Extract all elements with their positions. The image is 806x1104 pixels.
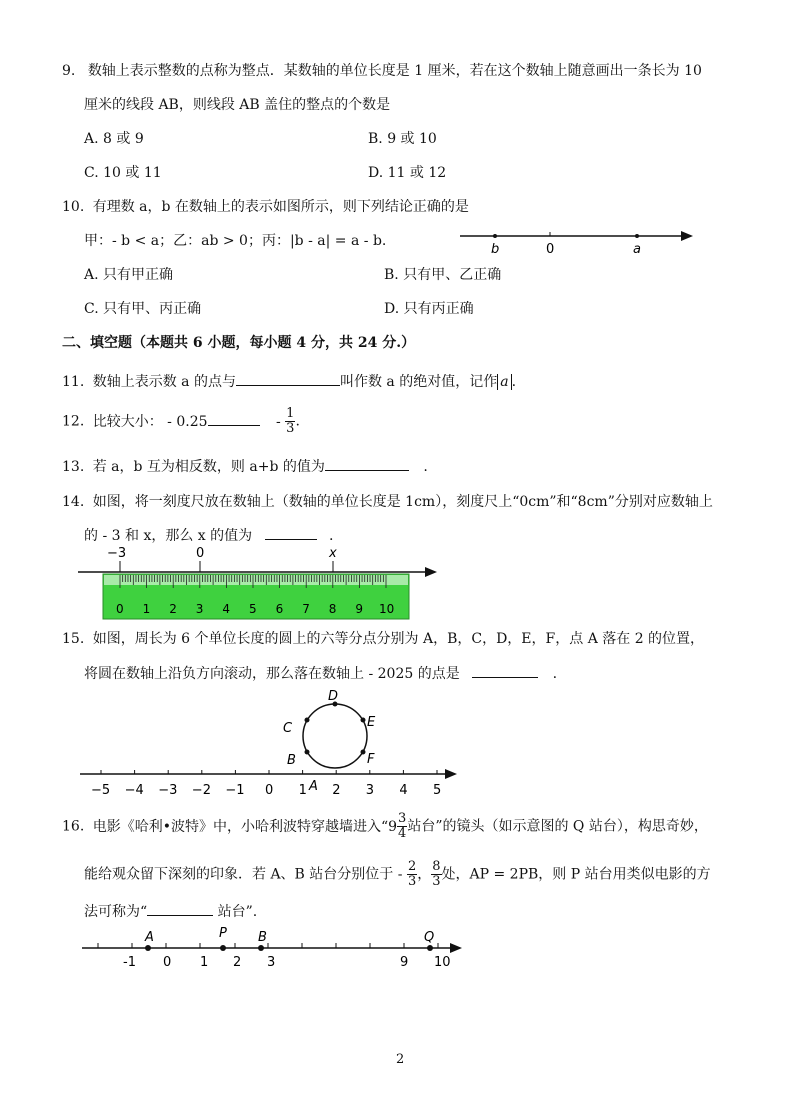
q12-frac-den: 3 [286, 421, 295, 436]
q10-text-2: 甲：- b < a；乙：ab > 0；丙：|b - a| = a - b. [84, 233, 387, 249]
q10-option-d: D. 只有丙正确 [384, 301, 474, 317]
q16-point-b: B [258, 930, 267, 945]
q16-f2-num: 8 [432, 859, 441, 874]
q11-number: 11. [62, 374, 85, 390]
ruler-label-7: 7 [302, 602, 310, 616]
q10-label-a: a [633, 242, 641, 257]
q10-option-c: C. 只有甲、丙正确 [84, 301, 202, 317]
q15-end: . [552, 666, 558, 682]
q9-text-2: 厘米的线段 AB，则线段 AB 盖住的整点的个数是 [84, 97, 391, 113]
q16-fraction-b [431, 860, 441, 889]
q9-option-c: C. 10 或 11 [84, 165, 162, 181]
q15-axis-label-neg3: −3 [158, 783, 178, 798]
ruler-label-0: 0 [116, 602, 124, 616]
page-number: 2 [396, 1052, 405, 1067]
q11 [62, 371, 516, 391]
q13-text: 若 a，b 互为相反数，则 a+b 的值为 [92, 459, 325, 475]
q14-line1 [62, 491, 713, 511]
q14-axis-label-neg3: −3 [107, 546, 127, 561]
q16-f1-num: 2 [407, 859, 417, 874]
ruler-label-8: 8 [328, 602, 337, 616]
q10-label-0: 0 [546, 242, 555, 257]
ruler-label-3: 3 [195, 602, 204, 616]
ruler-label-5: 5 [249, 602, 257, 616]
q15-axis-label-1: 1 [298, 783, 307, 798]
q16-axis-label-2: 2 [233, 955, 242, 970]
q15-number: 15. [62, 631, 85, 647]
q15-axis-label-neg4: −4 [124, 783, 144, 798]
q12 [62, 407, 300, 436]
q16-line3 [84, 901, 257, 921]
q11-abs: a [497, 374, 511, 390]
q10-line1 [62, 196, 469, 216]
ruler-label-4: 4 [222, 602, 231, 616]
q16-text-2a: 能给观众留下深刻的印象．若 A、B 站台分别位于 - [84, 866, 403, 883]
q15-line1 [62, 628, 704, 648]
q9-option-d: D. 11 或 12 [368, 165, 447, 181]
q15-point-d: D [328, 689, 339, 704]
q13-end: . [423, 459, 428, 475]
ruler-label-9: 9 [355, 602, 364, 616]
q16-text-1a: 电影《哈利•波特》中，小哈利波特穿越墙进入“9 [92, 818, 398, 835]
q15-point-e: E [367, 715, 376, 730]
q15-line2 [84, 663, 557, 683]
q15-circle-figure [75, 686, 465, 800]
q11-end: . [511, 374, 517, 390]
q14-ruler-figure [75, 545, 445, 623]
q14-number: 14. [62, 494, 85, 510]
q16-axis-label-9: 9 [400, 955, 409, 970]
q15-point-a: A [309, 779, 318, 794]
ruler-label-10: 10 [379, 602, 395, 616]
q9-number: 9. [62, 63, 76, 79]
q16-text-1b: 站台”的镜头（如示意图的 Q 站台），构思奇妙， [407, 818, 708, 835]
q15-axis-label-3: 3 [365, 783, 375, 798]
q11-text-before: 数轴上表示数 a 的点与 [92, 374, 236, 390]
q14-axis-label-x: x [329, 546, 337, 561]
q12-minus: - [275, 413, 281, 430]
q15-point-b: B [287, 753, 296, 768]
q15-axis-label-neg2: −2 [191, 783, 211, 798]
q14-axis-label-0: 0 [196, 546, 205, 561]
q13 [62, 456, 428, 476]
q16-f1-den: 3 [407, 874, 417, 889]
q10-number: 10. [62, 199, 85, 215]
q9-text-1: 数轴上表示整数的点称为整点．某数轴的单位长度是 1 厘米，若在这个数轴上随意画出一条长为 10 [87, 63, 702, 79]
q16-number-line [78, 926, 470, 974]
q14-answer-blank[interactable] [265, 525, 317, 540]
q11-answer-blank[interactable] [236, 371, 340, 386]
q16-text-2c: 处，AP = 2PB，则 P 站台用类似电影的方 [441, 866, 711, 883]
q9-option-b: B. 9 或 10 [368, 131, 437, 147]
q15-axis-label-neg1: −1 [225, 783, 245, 798]
q16-fraction-a [407, 860, 417, 889]
q10-text-1: 有理数 a，b 在数轴上的表示如图所示，则下列结论正确的是 [92, 199, 469, 215]
q16-line2 [84, 860, 711, 889]
q16-mixed-fraction [397, 812, 407, 841]
q10-label-b: b [491, 242, 500, 257]
q16-axis-label-1: 1 [200, 955, 209, 970]
q9-option-a: A. 8 或 9 [84, 131, 144, 147]
q15-text-2: 将圆在数轴上沿负方向滚动，那么落在数轴上 - 2025 的点是 [84, 666, 460, 682]
ruler-label-6: 6 [275, 602, 284, 616]
q15-text-1: 如图，周长为 6 个单位长度的圆上的六等分点分别为 A，B，C，D，E，F，点 A 落在 2 的位置， [92, 631, 705, 647]
q16-point-a: A [145, 930, 154, 945]
q16-mixed-num: 3 [398, 811, 407, 826]
q13-answer-blank[interactable] [325, 456, 409, 471]
q15-axis-label-4: 4 [399, 783, 408, 798]
q10-number-line [455, 222, 700, 258]
q12-number: 12. [62, 413, 85, 430]
q16-point-q: Q [424, 930, 435, 945]
q13-number: 13. [62, 459, 85, 475]
q10-option-b: B. 只有甲、乙正确 [384, 267, 502, 283]
q16-axis-label-neg1: -1 [123, 955, 136, 970]
q16-axis-label-3: 3 [267, 955, 276, 970]
q16-axis-label-0: 0 [163, 955, 172, 970]
q12-frac-num: 1 [286, 406, 295, 421]
q15-axis-label-5: 5 [433, 783, 442, 798]
q14-text-2: 的 - 3 和 x，那么 x 的值为 [84, 528, 253, 544]
q14-line2 [84, 525, 334, 545]
q15-point-f: F [367, 752, 375, 767]
q15-axis-label-neg5: −5 [91, 783, 111, 798]
q16-point-p: P [219, 926, 227, 941]
q10-option-a: A. 只有甲正确 [84, 267, 174, 283]
q9-line1 [62, 60, 702, 80]
q16-number: 16. [62, 818, 85, 835]
section-title: 二、填空题（本题共 6 小题，每小题 4 分，共 24 分.） [62, 335, 416, 351]
q11-text-after: 叫作数 a 的绝对值，记作 [339, 374, 498, 390]
q16-answer-blank[interactable] [147, 901, 213, 916]
q15-axis-label-2: 2 [332, 783, 341, 798]
q16-mixed-den: 4 [398, 826, 407, 841]
q15-answer-blank[interactable] [472, 663, 538, 678]
ruler-label-2: 2 [169, 602, 177, 616]
q12-answer-blank[interactable] [208, 411, 260, 426]
q12-end: . [295, 413, 300, 430]
q16-text-2b: ， [417, 866, 432, 883]
q15-axis-labels [91, 783, 441, 798]
q16-axis-label-10: 10 [434, 955, 451, 970]
q16-f2-den: 3 [432, 874, 441, 889]
q15-point-c: C [283, 721, 293, 736]
q16-text-3a: 法可称为“ [84, 904, 148, 920]
q16-line1 [62, 812, 708, 841]
q12-text: 比较大小： - 0.25 [92, 413, 208, 430]
q14-text-1: 如图，将一刻度尺放在数轴上（数轴的单位长度是 1cm），刻度尺上“0cm”和“8cm”分别对应数轴上 [92, 494, 713, 510]
q16-text-3b: 站台”. [213, 904, 258, 920]
q12-fraction [285, 407, 295, 436]
q14-end: . [329, 528, 334, 544]
ruler-label-1: 1 [142, 602, 151, 616]
q15-axis-label-0: 0 [265, 783, 274, 798]
